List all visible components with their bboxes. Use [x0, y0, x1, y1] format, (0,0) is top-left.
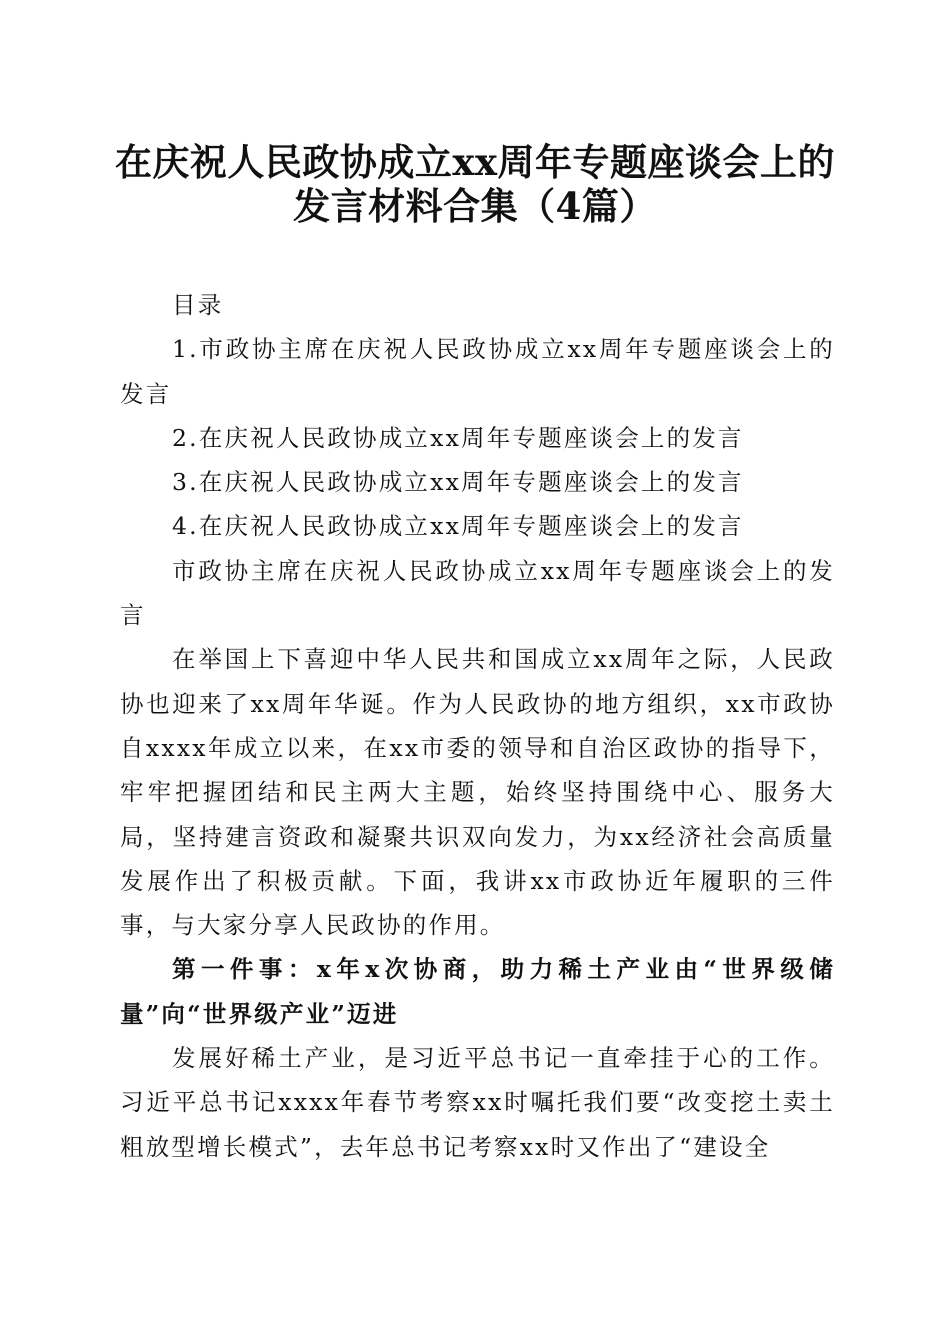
- toc-heading: 目录: [172, 291, 224, 319]
- document-title-line-2: 发言材料合集（4篇）: [293, 184, 657, 228]
- toc-item-1: 1.市政协主席在庆祝人民政协成立xx周年专题座谈会上的发言: [120, 335, 835, 408]
- section-heading: 市政协主席在庆祝人民政协成立xx周年专题座谈会上的发言: [120, 556, 835, 630]
- subheading-first-matter: 第一件事：x年x次协商，助力稀土产业由“世界级储量”向“世界级产业”迈进: [120, 955, 835, 1028]
- toc-item-3: 3.在庆祝人民政协成立xx周年专题座谈会上的发言: [172, 468, 744, 497]
- paragraph-rare-earth: 发展好稀土产业，是习近平总书记一直牵挂于心的工作。习近平总书记xxxx年春节考察xx时嘱托我们要“改变挖土卖土粗放型增长模式”，去年总书记考察xx时又作出了“建设全: [120, 1044, 835, 1161]
- document-body: [120, 283, 835, 1169]
- document-title-line-1: 在庆祝人民政协成立xx周年专题座谈会上的: [114, 140, 836, 184]
- paragraph-intro: 在举国上下喜迎中华人民共和国成立xx周年之际，人民政协也迎来了xx周年华诞。作为人民政协的地方组织，xx市政协自xxxx年成立以来，在xx市委的领导和自治区政协的指导下，牢牢把握团结和民主两大主题，始终坚持围绕中心、服务大局，坚持建言资政和凝聚共识双向发力，为xx经济社会高质量发展作出了积极贡献。下面，我讲xx市政协近年履职的三件事，与大家分享人民政协的作用。: [120, 645, 835, 940]
- toc-item-2: 2.在庆祝人民政协成立xx周年专题座谈会上的发言: [172, 423, 744, 452]
- toc-item-4: 4.在庆祝人民政协成立xx周年专题座谈会上的发言: [172, 512, 744, 541]
